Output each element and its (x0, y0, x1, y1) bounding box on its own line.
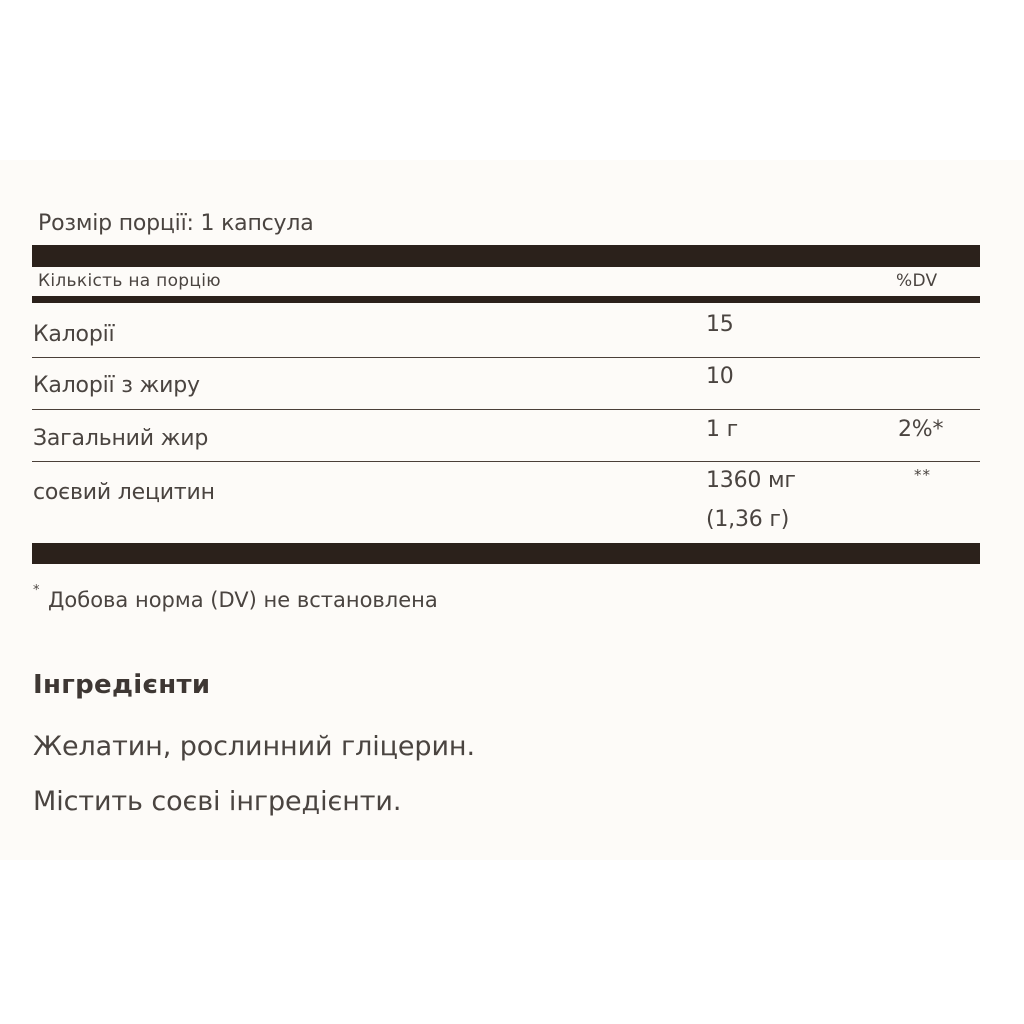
row-name: соєвий лецитин (33, 480, 215, 505)
row-name: Загальний жир (33, 426, 209, 451)
header-divider-bar (32, 296, 980, 303)
top-thick-bar (32, 245, 980, 267)
row-amount: 1 г (706, 417, 738, 442)
ingredients-allergen-line: Містить соєві інгредієнти. (33, 786, 402, 817)
row-amount: 15 (706, 312, 734, 337)
amount-per-serving-header: Кількість на порцію (38, 271, 221, 291)
row-amount-secondary: (1,36 г) (706, 507, 790, 532)
row-dv: ** (914, 466, 931, 484)
footnote-marker: * (33, 583, 40, 598)
ingredients-title: Інгредієнти (33, 670, 211, 700)
row-divider (32, 357, 980, 358)
serving-size: Розмір порції: 1 капсула (38, 211, 314, 236)
row-amount: 10 (706, 364, 734, 389)
dv-header: %DV (896, 271, 938, 291)
row-dv: 2%* (898, 417, 944, 442)
ingredients-line: Желатин, рослинний гліцерин. (33, 731, 475, 762)
bottom-thick-bar (32, 543, 980, 564)
footnote-text: Добова норма (DV) не встановлена (48, 588, 438, 612)
row-amount: 1360 мг (706, 468, 796, 493)
row-divider (32, 409, 980, 410)
row-name: Калорії (33, 322, 115, 347)
row-name: Калорії з жиру (33, 373, 200, 398)
row-divider (32, 461, 980, 462)
